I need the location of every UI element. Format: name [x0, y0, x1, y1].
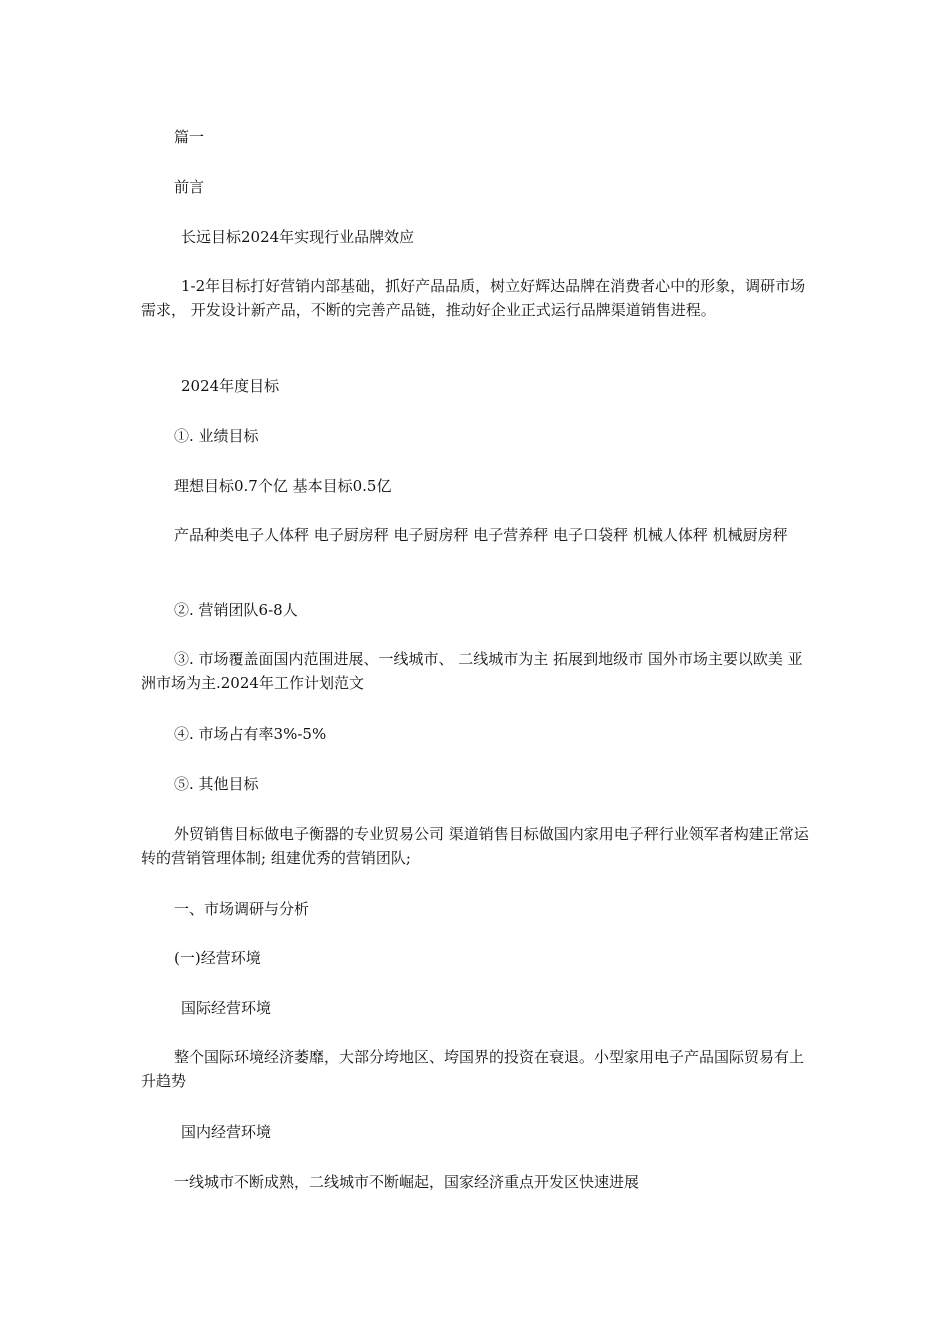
- other-goals: ⑤. 其他目标: [174, 775, 259, 793]
- short-term-goal: 1-2年目标打好营销内部基础，抓好产品品质，树立好辉达品牌在消费者心中的形象，调研市场需求， 开发设计新产品，不断的完善产品链，推动好企业正式运行品牌渠道销售进程。: [141, 277, 806, 319]
- international-environment-heading: 国际经营环境: [181, 999, 272, 1017]
- market-share: ④. 市场占有率3%-5%: [174, 725, 327, 743]
- heading-preface: 前言: [174, 178, 205, 196]
- annual-goal-heading: 2024年度目标: [181, 377, 280, 395]
- subsection-environment: (一)经营环境: [174, 949, 261, 967]
- section-market-research: 一、市场调研与分析: [174, 900, 310, 918]
- sales-team: ②. 营销团队6-8人: [174, 601, 298, 619]
- product-types: 产品种类电子人体秤 电子厨房秤 电子厨房秤 电子营养秤 电子口袋秤 机械人体秤 机械厨房秤: [174, 526, 788, 544]
- section-label: 篇一: [174, 128, 205, 146]
- long-term-goal: 长远目标2024年实现行业品牌效应: [181, 228, 415, 246]
- sales-targets: 外贸销售目标做电子衡器的专业贸易公司 渠道销售目标做国内家用电子秤行业领军者构建正常运转的营销管理体制; 组建优秀的营销团队;: [141, 825, 809, 867]
- performance-goal: ①. 业绩目标: [174, 427, 259, 445]
- target-amounts: 理想目标0.7个亿 基本目标0.5亿: [174, 477, 392, 495]
- domestic-environment-text: 一线城市不断成熟，二线城市不断崛起，国家经济重点开发区快速进展: [174, 1173, 640, 1191]
- international-environment-text: 整个国际环境经济萎靡，大部分垮地区、垮国界的投资在衰退。小型家用电子产品国际贸易有上升趋势: [141, 1048, 805, 1090]
- market-coverage: ③. 市场覆盖面国内范围进展、一线城市、 二线城市为主 拓展到地级市 国外市场主要以欧美 亚洲市场为主.2024年工作计划范文: [141, 650, 803, 692]
- domestic-environment-heading: 国内经营环境: [181, 1123, 272, 1141]
